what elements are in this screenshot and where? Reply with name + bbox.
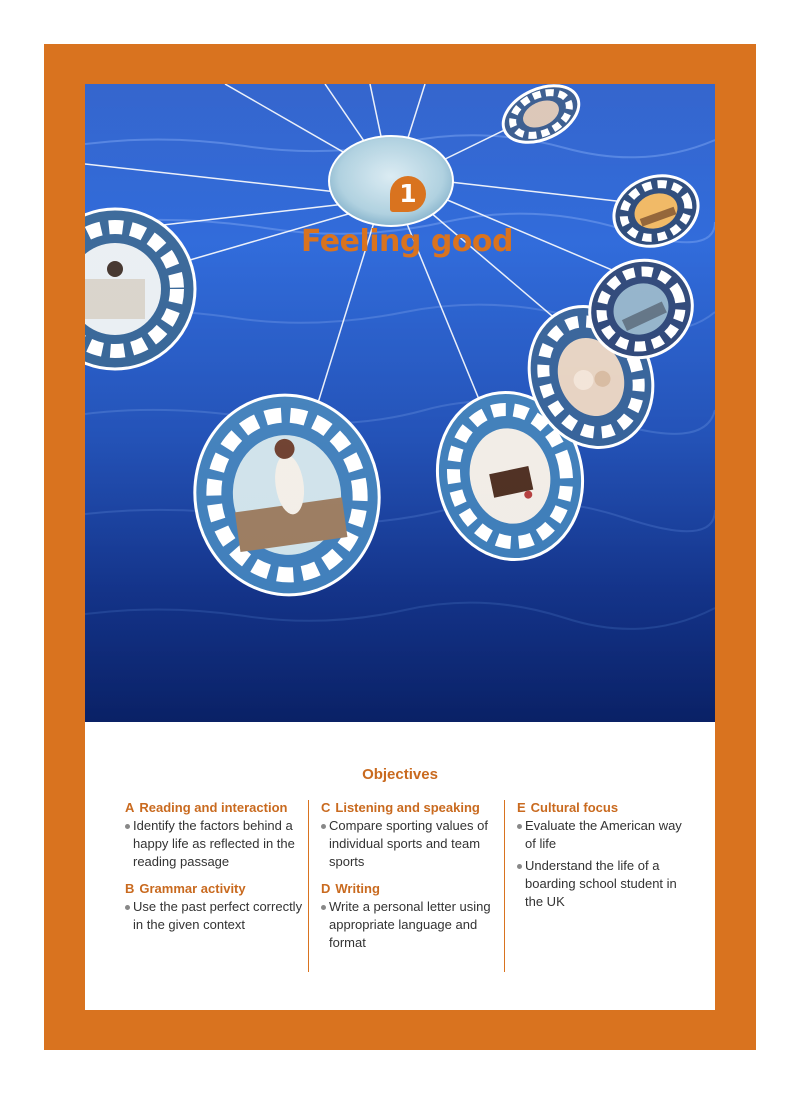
page-inner bbox=[85, 84, 715, 1010]
chapter-title: Feeling good bbox=[301, 224, 513, 259]
objectives-column-2 bbox=[321, 800, 499, 962]
chapter-number-badge: 1 bbox=[390, 176, 426, 212]
section-heading: E Cultural focus bbox=[517, 800, 619, 815]
section-heading: D Writing bbox=[321, 881, 380, 896]
objective-item: Use the past perfect correctly in the given context bbox=[125, 898, 303, 934]
objective-item: Evaluate the American way of life bbox=[517, 817, 695, 853]
column-divider bbox=[308, 800, 309, 972]
objective-section-c bbox=[321, 800, 499, 871]
objectives-column-1 bbox=[125, 800, 303, 944]
objective-item: Write a personal letter using appropriate language and format bbox=[321, 898, 499, 952]
objective-item: Understand the life of a boarding school student in the UK bbox=[517, 857, 695, 911]
column-divider bbox=[504, 800, 505, 972]
objectives-heading: Objectives bbox=[362, 766, 438, 783]
objective-item: Identify the factors behind a happy life as reflected in the reading passage bbox=[125, 817, 303, 871]
section-heading: C Listening and speaking bbox=[321, 800, 480, 815]
objectives-column-3 bbox=[517, 800, 695, 921]
section-heading: B Grammar activity bbox=[125, 881, 246, 896]
objective-section-a bbox=[125, 800, 303, 871]
objective-item: Compare sporting values of individual sports and team sports bbox=[321, 817, 499, 871]
chapter-hero-image bbox=[85, 84, 715, 722]
objective-section-d bbox=[321, 881, 499, 952]
section-heading: A Reading and interaction bbox=[125, 800, 288, 815]
objective-section-b bbox=[125, 881, 303, 934]
objective-section-e bbox=[517, 800, 695, 911]
